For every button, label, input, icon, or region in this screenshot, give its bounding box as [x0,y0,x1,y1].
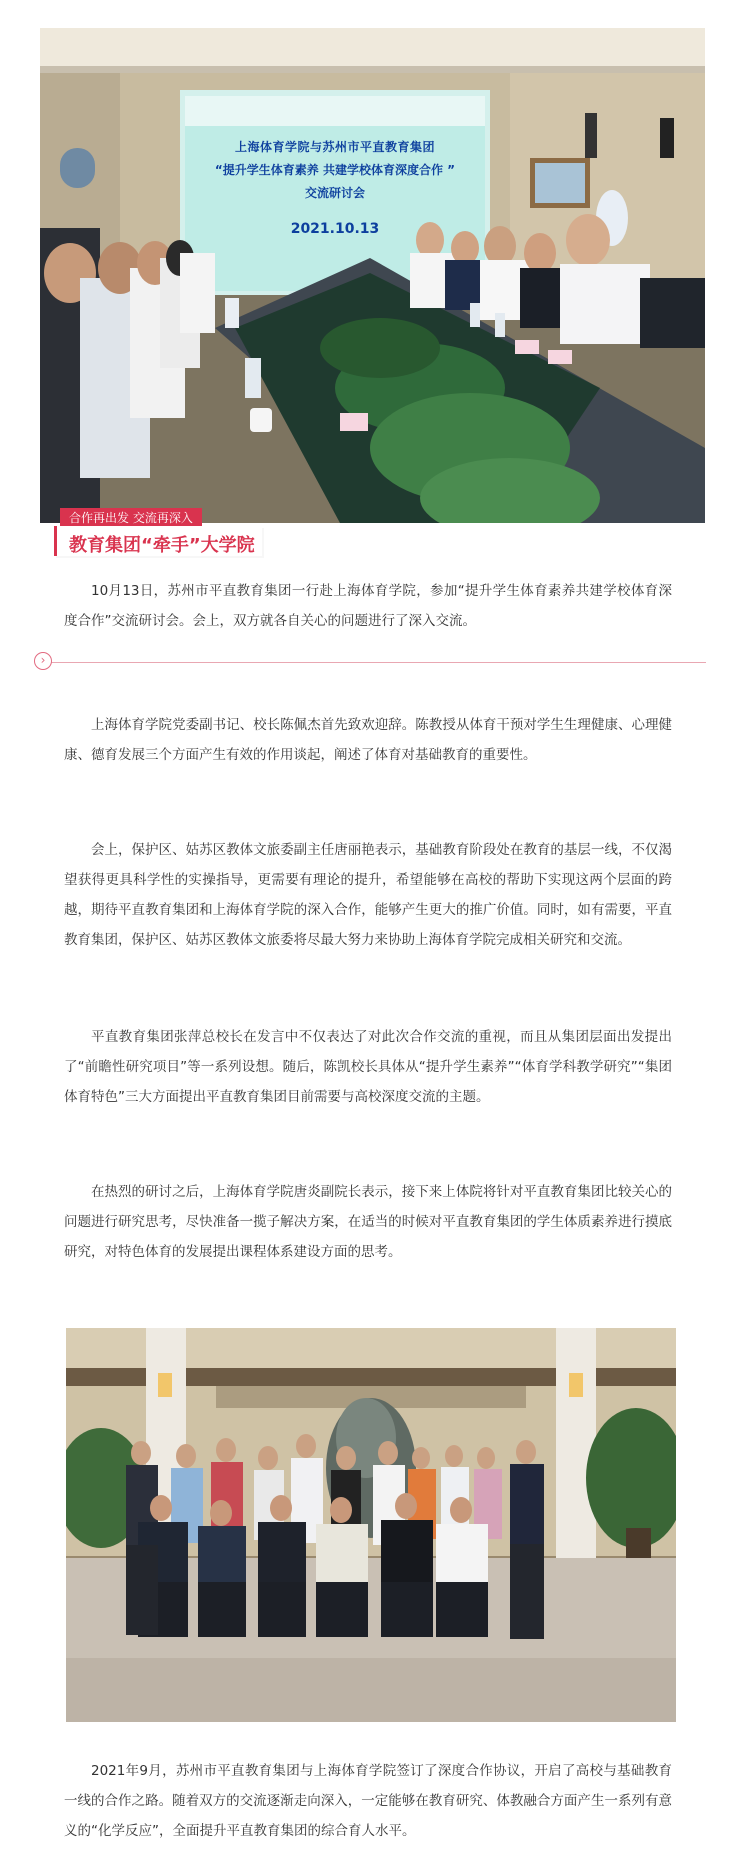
intro-paragraph: 10月13日，苏州市平直教育集团一行赴上海体育学院，参加“提升学生体育素养共建学校体育深度合作”交流研讨会。会上，双方就各自关心的问题进行了深入交流。 [64,583,672,629]
projection-screen [185,96,485,291]
divider-line [50,662,706,663]
screen-line-1: 上海体育学院与苏州市平直教育集团 [234,140,435,154]
section-tag: 合作再出发 交流再深入 [60,508,202,529]
section-title-box [54,526,262,556]
screen-line-2: “提升学生体育素养 共建学校体育深度合作 ” [214,163,456,177]
paragraph-3: 平直教育集团张萍总校长在发言中不仅表达了对此次合作交流的重视，而且从集团层面出发提出了“前瞻性研究项目”等一系列设想。随后，陈凯校长具体从“提升学生素养”“体育学科教学研究”“集团体育特色”三大方面提出平直教育集团目前需要与高校深度交流的主题。 [64,1029,672,1105]
screen-date: 2021.10.13 [290,221,380,237]
meeting-photo [40,28,705,523]
paragraph-2: 会上，保护区、姑苏区教体文旅委副主任唐丽艳表示，基础教育阶段处在教育的基层一线，不仅渴望获得更具科学性的实操指导，更需要有理论的提升，希望能够在高校的帮助下实现这两个层面的跨越，期待平直教育集团和上海体育学院的深入合作，能够产生更大的推广价值。同时，如有需要，平直教育集团，保护区、姑苏区教体文旅委将尽最大努力来协助上海体育学院完成相关研究和交流。 [64,842,672,948]
paragraph-1: 上海体育学院党委副书记、校长陈佩杰首先致欢迎辞。陈教授从体育干预对学生生理健康、心理健康、德育发展三个方面产生有效的作用谈起，阐述了体育对基础教育的重要性。 [64,717,672,763]
screen-line-3: 交流研讨会 [304,186,365,200]
section-title: 教育集团“牵手”大学院 [69,535,255,556]
chevron-right-icon: › [34,652,52,670]
group-photo [66,1328,676,1722]
paragraph-4: 在热烈的研讨之后，上海体育学院唐炎副院长表示，接下来上体院将针对平直教育集团比较关心的问题进行研究思考，尽快准备一揽子解决方案，在适当的时候对平直教育集团的学生体质素养进行摸底研究，对特色体育的发展提出课程体系建设方面的思考。 [64,1184,672,1260]
closing-paragraph: 2021年9月，苏州市平直教育集团与上海体育学院签订了深度合作协议，开启了高校与基础教育一线的合作之路。随着双方的交流逐渐走向深入，一定能够在教育研究、体教融合方面产生一系列有意义的“化学反应”，全面提升平直教育集团的综合育人水平。 [64,1763,672,1839]
